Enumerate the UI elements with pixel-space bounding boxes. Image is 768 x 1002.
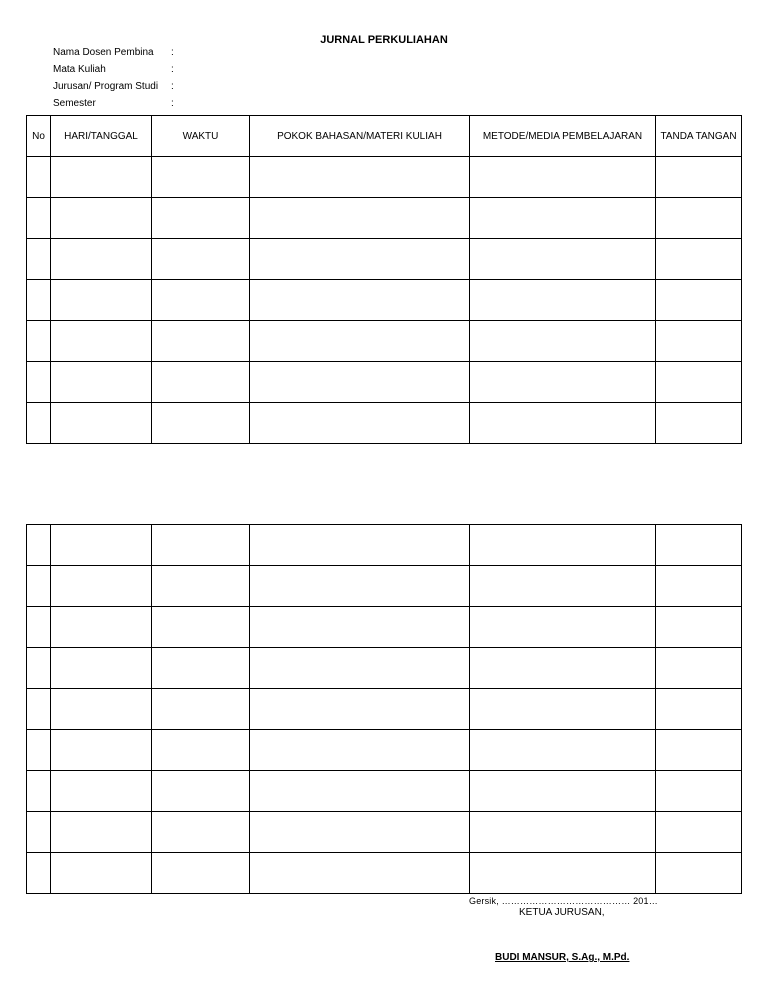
cell-no (27, 239, 51, 280)
cell-waktu (152, 730, 250, 771)
cell-waktu (152, 362, 250, 403)
table-row (27, 607, 742, 648)
cell-metode-media (470, 198, 656, 239)
meta-fields (53, 46, 181, 114)
cell-pokok-bahasan (250, 157, 470, 198)
cell-no (27, 771, 51, 812)
cell-no (27, 157, 51, 198)
cell-metode-media (470, 812, 656, 853)
cell-hari-tanggal (51, 771, 152, 812)
cell-no (27, 198, 51, 239)
cell-pokok-bahasan (250, 771, 470, 812)
cell-tanda-tangan (656, 157, 742, 198)
cell-metode-media (470, 157, 656, 198)
cell-metode-media (470, 607, 656, 648)
cell-pokok-bahasan (250, 362, 470, 403)
cell-pokok-bahasan (250, 525, 470, 566)
table-row (27, 525, 742, 566)
cell-no (27, 689, 51, 730)
table-row (27, 239, 742, 280)
table-header-row (27, 116, 742, 157)
cell-no (27, 648, 51, 689)
header-no: No (27, 116, 51, 157)
cell-hari-tanggal (51, 198, 152, 239)
cell-hari-tanggal (51, 321, 152, 362)
table-row (27, 730, 742, 771)
cell-hari-tanggal (51, 157, 152, 198)
meta-colon: : (171, 47, 174, 58)
cell-tanda-tangan (656, 689, 742, 730)
header-metode-media: METODE/MEDIA PEMBELAJARAN (470, 116, 656, 157)
cell-metode-media (470, 403, 656, 444)
table-row (27, 853, 742, 894)
cell-no (27, 566, 51, 607)
meta-row-jurusan (53, 80, 181, 97)
header-tanda-tangan: TANDA TANGAN (656, 116, 742, 157)
table-row (27, 321, 742, 362)
meta-label: Nama Dosen Pembina (53, 47, 154, 58)
table-row (27, 157, 742, 198)
cell-metode-media (470, 771, 656, 812)
table-row (27, 403, 742, 444)
cell-waktu (152, 321, 250, 362)
cell-pokok-bahasan (250, 198, 470, 239)
cell-tanda-tangan (656, 730, 742, 771)
cell-pokok-bahasan (250, 648, 470, 689)
cell-hari-tanggal (51, 239, 152, 280)
meta-colon: : (171, 81, 174, 92)
table-body-top (27, 157, 742, 444)
cell-hari-tanggal (51, 812, 152, 853)
cell-no (27, 812, 51, 853)
cell-hari-tanggal (51, 525, 152, 566)
cell-hari-tanggal (51, 607, 152, 648)
cell-tanda-tangan (656, 648, 742, 689)
header-hari-tanggal: HARI/TANGGAL (51, 116, 152, 157)
cell-no (27, 607, 51, 648)
cell-tanda-tangan (656, 362, 742, 403)
cell-metode-media (470, 525, 656, 566)
cell-tanda-tangan (656, 403, 742, 444)
signature-role: KETUA JURUSAN, (519, 907, 605, 918)
cell-pokok-bahasan (250, 566, 470, 607)
meta-label: Mata Kuliah (53, 64, 106, 75)
cell-pokok-bahasan (250, 321, 470, 362)
journal-table-bottom (26, 524, 742, 894)
cell-tanda-tangan (656, 812, 742, 853)
cell-metode-media (470, 239, 656, 280)
signature-place-date: Gersik, …………………………………… 201… (469, 896, 658, 906)
cell-metode-media (470, 853, 656, 894)
cell-waktu (152, 607, 250, 648)
cell-pokok-bahasan (250, 853, 470, 894)
table-row (27, 198, 742, 239)
cell-no (27, 730, 51, 771)
cell-no (27, 280, 51, 321)
table-row (27, 771, 742, 812)
cell-tanda-tangan (656, 321, 742, 362)
cell-hari-tanggal (51, 362, 152, 403)
cell-waktu (152, 280, 250, 321)
meta-label: Semester (53, 98, 96, 109)
cell-waktu (152, 566, 250, 607)
cell-waktu (152, 157, 250, 198)
cell-metode-media (470, 648, 656, 689)
table-row (27, 280, 742, 321)
cell-hari-tanggal (51, 403, 152, 444)
cell-hari-tanggal (51, 280, 152, 321)
cell-metode-media (470, 280, 656, 321)
cell-no (27, 362, 51, 403)
cell-pokok-bahasan (250, 689, 470, 730)
cell-metode-media (470, 730, 656, 771)
signature-name: BUDI MANSUR, S.Ag., M.Pd. (495, 952, 630, 963)
cell-metode-media (470, 566, 656, 607)
cell-tanda-tangan (656, 771, 742, 812)
table-row (27, 566, 742, 607)
table-row (27, 812, 742, 853)
cell-pokok-bahasan (250, 812, 470, 853)
cell-waktu (152, 239, 250, 280)
cell-tanda-tangan (656, 239, 742, 280)
cell-tanda-tangan (656, 566, 742, 607)
cell-metode-media (470, 689, 656, 730)
cell-pokok-bahasan (250, 607, 470, 648)
cell-hari-tanggal (51, 648, 152, 689)
table-row (27, 689, 742, 730)
cell-no (27, 403, 51, 444)
cell-tanda-tangan (656, 198, 742, 239)
cell-waktu (152, 403, 250, 444)
journal-table-top (26, 115, 742, 444)
meta-label: Jurusan/ Program Studi (53, 81, 159, 92)
cell-tanda-tangan (656, 607, 742, 648)
header-waktu: WAKTU (152, 116, 250, 157)
cell-pokok-bahasan (250, 239, 470, 280)
cell-waktu (152, 198, 250, 239)
page-title: JURNAL PERKULIAHAN (320, 34, 448, 46)
meta-row-dosen (53, 46, 181, 63)
cell-tanda-tangan (656, 853, 742, 894)
cell-hari-tanggal (51, 730, 152, 771)
cell-waktu (152, 689, 250, 730)
header-pokok-bahasan: POKOK BAHASAN/MATERI KULIAH (250, 116, 470, 157)
cell-tanda-tangan (656, 525, 742, 566)
cell-waktu (152, 648, 250, 689)
cell-hari-tanggal (51, 689, 152, 730)
cell-no (27, 853, 51, 894)
cell-tanda-tangan (656, 280, 742, 321)
cell-pokok-bahasan (250, 403, 470, 444)
cell-no (27, 321, 51, 362)
meta-row-mata-kuliah (53, 63, 181, 80)
cell-hari-tanggal (51, 853, 152, 894)
cell-metode-media (470, 362, 656, 403)
table-body-bottom (27, 525, 742, 894)
cell-hari-tanggal (51, 566, 152, 607)
table-row (27, 362, 742, 403)
cell-waktu (152, 853, 250, 894)
cell-waktu (152, 525, 250, 566)
meta-colon: : (171, 64, 174, 75)
cell-pokok-bahasan (250, 280, 470, 321)
table-row (27, 648, 742, 689)
cell-waktu (152, 812, 250, 853)
cell-metode-media (470, 321, 656, 362)
meta-colon: : (171, 98, 174, 109)
meta-row-semester (53, 97, 181, 114)
cell-waktu (152, 771, 250, 812)
cell-pokok-bahasan (250, 730, 470, 771)
cell-no (27, 525, 51, 566)
